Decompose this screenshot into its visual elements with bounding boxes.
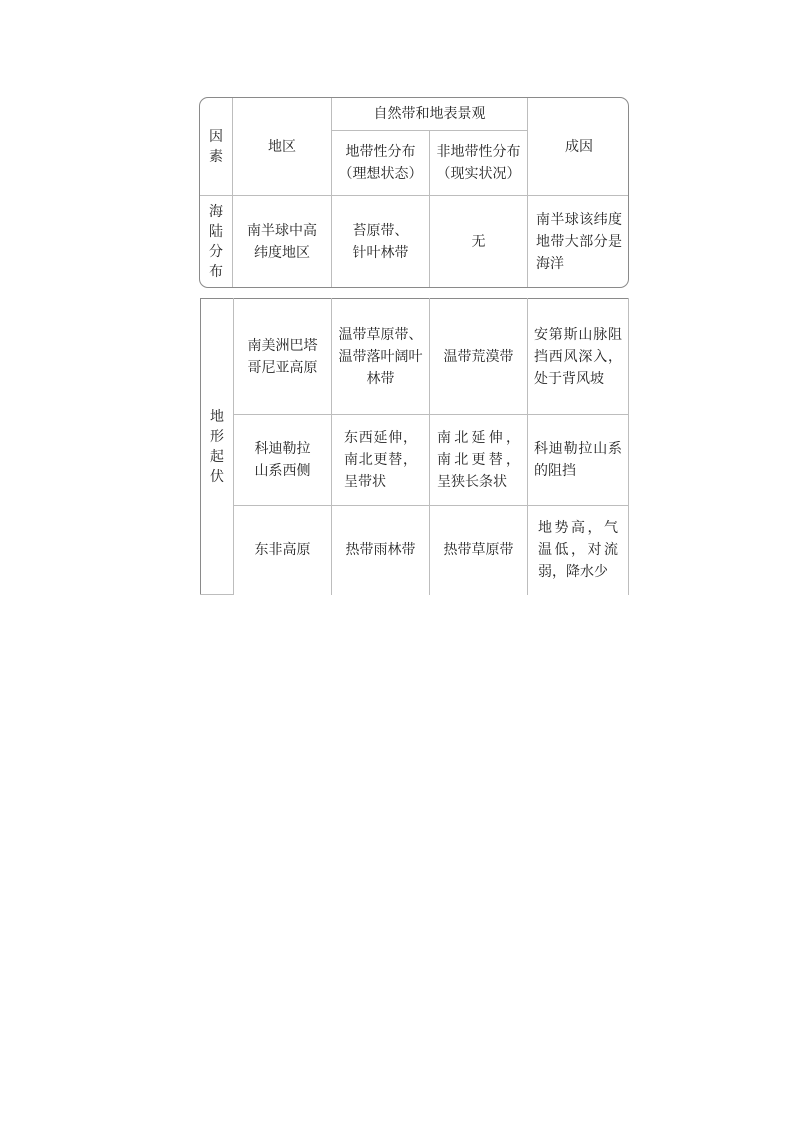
row-azonal: 无	[430, 196, 528, 289]
table-top-rounded	[199, 97, 629, 288]
row-cause: 南半球该纬度地带大部分是海洋	[528, 196, 630, 289]
terrain-row3-azonal: 热带草原带	[430, 506, 528, 595]
header-region: 地区	[233, 98, 332, 196]
terrain-factor: 地形起伏	[201, 299, 234, 595]
terrain-row1-azonal: 温带荒漠带	[430, 299, 528, 415]
row-zonal: 苔原带、针叶林带	[332, 196, 430, 289]
header-zonal: 地带性分布 （理想状态）	[332, 131, 430, 196]
header-zone-group: 自然带和地表景观	[332, 98, 528, 131]
natural-zone-table-part1	[199, 97, 629, 288]
terrain-row2-zonal: 东西延伸，南北更替，呈带状	[332, 415, 430, 506]
natural-zone-table-part2	[200, 298, 629, 595]
terrain-row3-region: 东非高原	[234, 506, 332, 595]
terrain-row3-zonal: 热带雨林带	[332, 506, 430, 595]
header-cause: 成因	[528, 98, 630, 196]
terrain-row2-region: 科迪勒拉山系西侧	[234, 415, 332, 506]
row-region: 南半球中高纬度地区	[233, 196, 332, 289]
terrain-row1-cause: 安第斯山脉阻挡西风深入，处于背风坡	[528, 299, 629, 415]
terrain-row3-cause: 地势高，气温低，对流弱，降水少	[528, 506, 629, 595]
header-azonal: 非地带性分布 （现实状况）	[430, 131, 528, 196]
header-factor: 因素	[200, 98, 233, 196]
terrain-row1-region: 南美洲巴塔哥尼亚高原	[234, 299, 332, 415]
row-factor: 海陆分布	[200, 196, 233, 289]
terrain-row2-cause: 科迪勒拉山系的阻挡	[528, 415, 629, 506]
terrain-row2-azonal: 南北延伸，南北更替，呈狭长条状	[430, 415, 528, 506]
terrain-row1-zonal: 温带草原带、温带落叶阔叶林带	[332, 299, 430, 415]
